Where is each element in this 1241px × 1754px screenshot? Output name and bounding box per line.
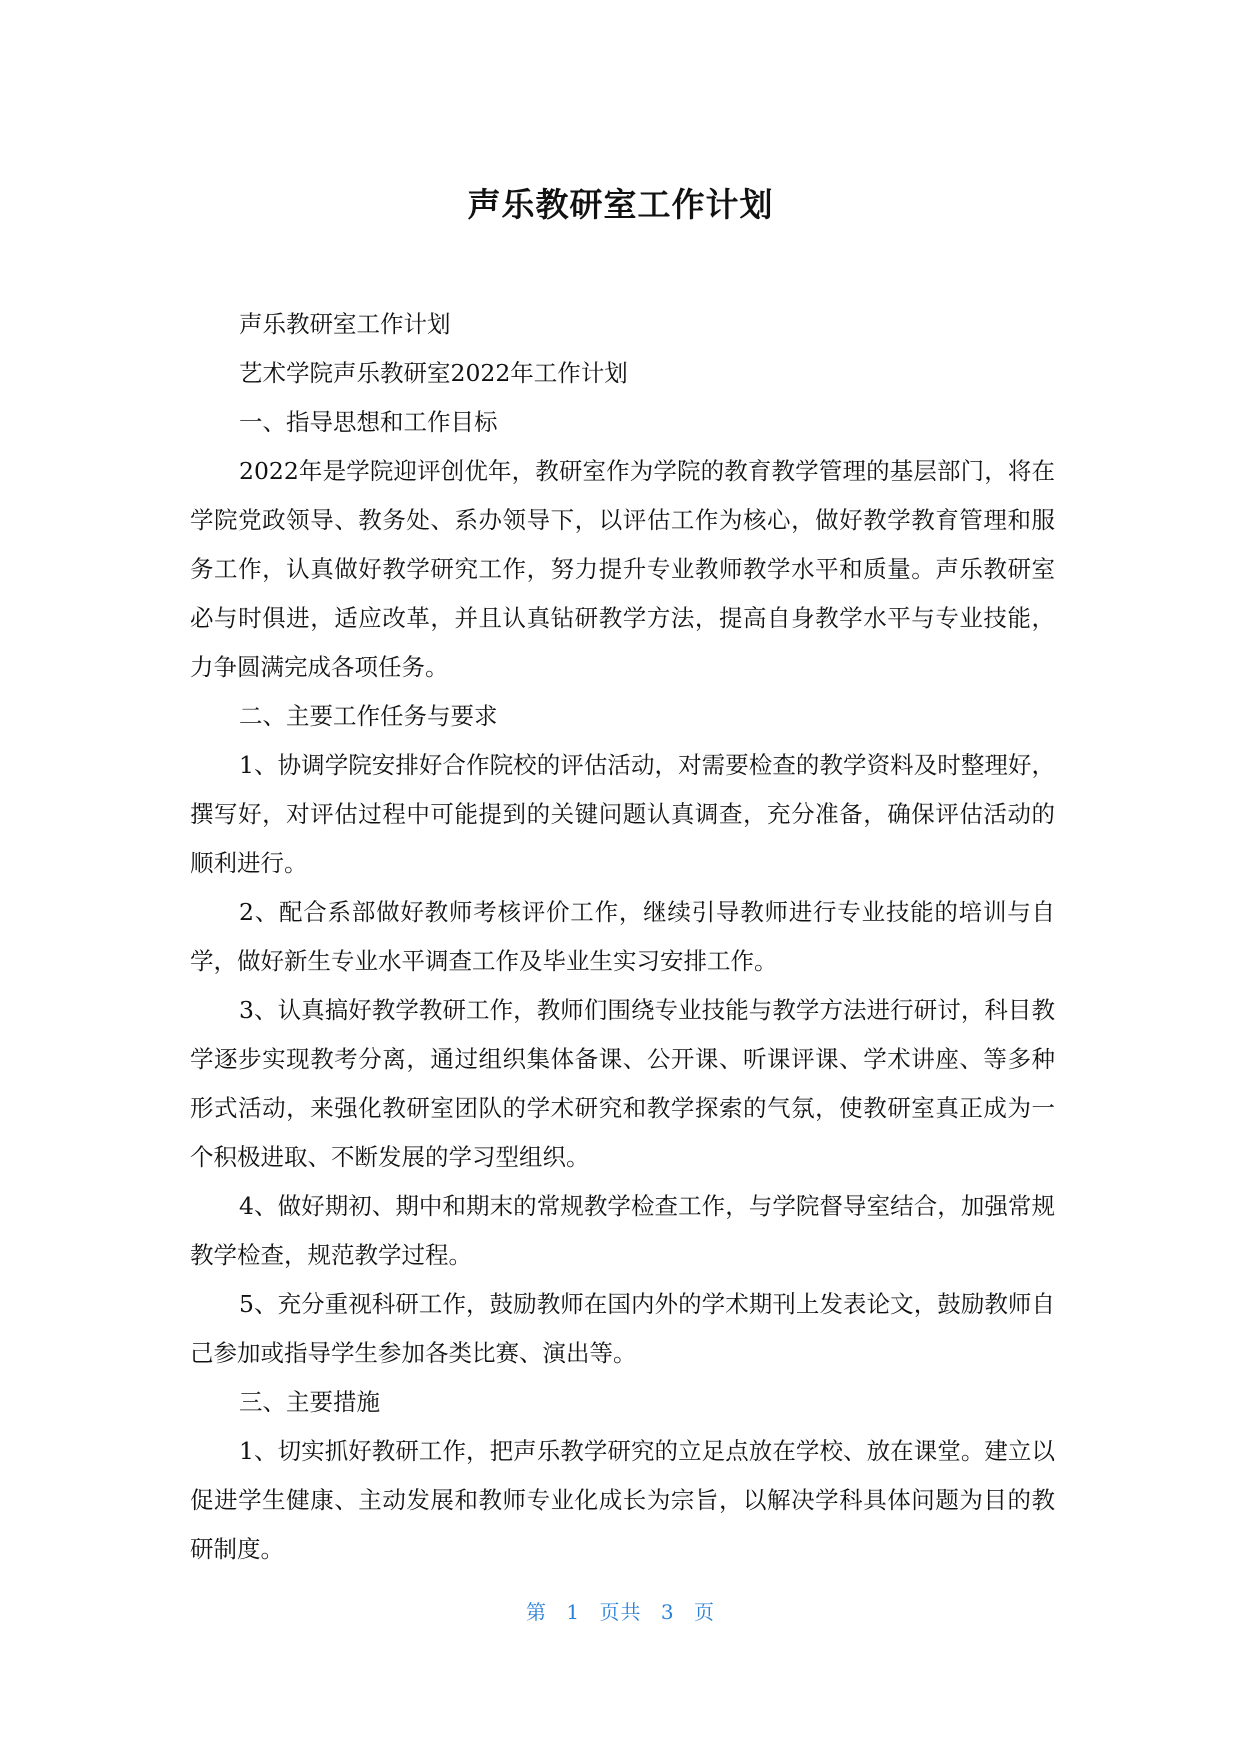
current-page-number: 1 xyxy=(566,1600,581,1624)
page-label-prefix: 第 xyxy=(526,1600,548,1624)
paragraph: 1、协调学院安排好合作院校的评估活动，对需要检查的教学资料及时整理好，撰写好，对评估过程中可能提到的关键问题认真调查，充分准备，确保评估活动的顺利进行。 xyxy=(190,751,1055,877)
paragraph: 1、切实抓好教研工作，把声乐教学研究的立足点放在学校、放在课堂。建立以促进学生健康、主动发展和教师专业化成长为宗旨，以解决学科具体问题为目的教研制度。 xyxy=(190,1437,1055,1563)
paragraph: 2022年是学院迎评创优年，教研室作为学院的教育教学管理的基层部门，将在学院党政领导、教务处、系办领导下，以评估工作为核心，做好教学教育管理和服务工作，认真做好教学研究工作，努力提升专业教师教学水平和质量。声乐教研室必与时俱进，适应改革，并且认真钻研教学方法，提高自身教学水平与专业技能，力争圆满完成各项任务。 xyxy=(190,457,1055,681)
document-body xyxy=(190,300,1055,1574)
paragraph: 3、认真搞好教学教研工作，教师们围绕专业技能与教学方法进行研讨，科目教学逐步实现教考分离，通过组织集体备课、公开课、听课评课、学术讲座、等多种形式活动，来强化教研室团队的学术研究和教学探索的气氛，使教研室真正成为一个积极进取、不断发展的学习型组织。 xyxy=(190,996,1055,1171)
document-title: 声乐教研室工作计划 xyxy=(467,185,774,224)
paragraph: 2、配合系部做好教师考核评价工作，继续引导教师进行专业技能的培训与自学，做好新生专业水平调查工作及毕业生实习安排工作。 xyxy=(190,898,1055,975)
paragraph: 4、做好期初、期中和期末的常规教学检查工作，与学院督导室结合，加强常规教学检查，规范教学过程。 xyxy=(190,1192,1055,1269)
page-footer xyxy=(0,1598,1241,1626)
section-heading-2: 二、主要工作任务与要求 xyxy=(239,702,498,730)
section-heading-3: 三、主要措施 xyxy=(239,1388,380,1416)
paragraph-subtitle: 声乐教研室工作计划 xyxy=(239,310,451,338)
paragraph: 5、充分重视科研工作，鼓励教师在国内外的学术期刊上发表论文，鼓励教师自己参加或指导学生参加各类比赛、演出等。 xyxy=(190,1290,1055,1367)
paragraph-plan-title: 艺术学院声乐教研室2022年工作计划 xyxy=(239,359,628,387)
page-label-mid: 页共 xyxy=(599,1600,642,1624)
page-label-suffix: 页 xyxy=(693,1600,715,1624)
section-heading-1: 一、指导思想和工作目标 xyxy=(239,408,498,436)
total-page-count: 3 xyxy=(660,1600,675,1624)
